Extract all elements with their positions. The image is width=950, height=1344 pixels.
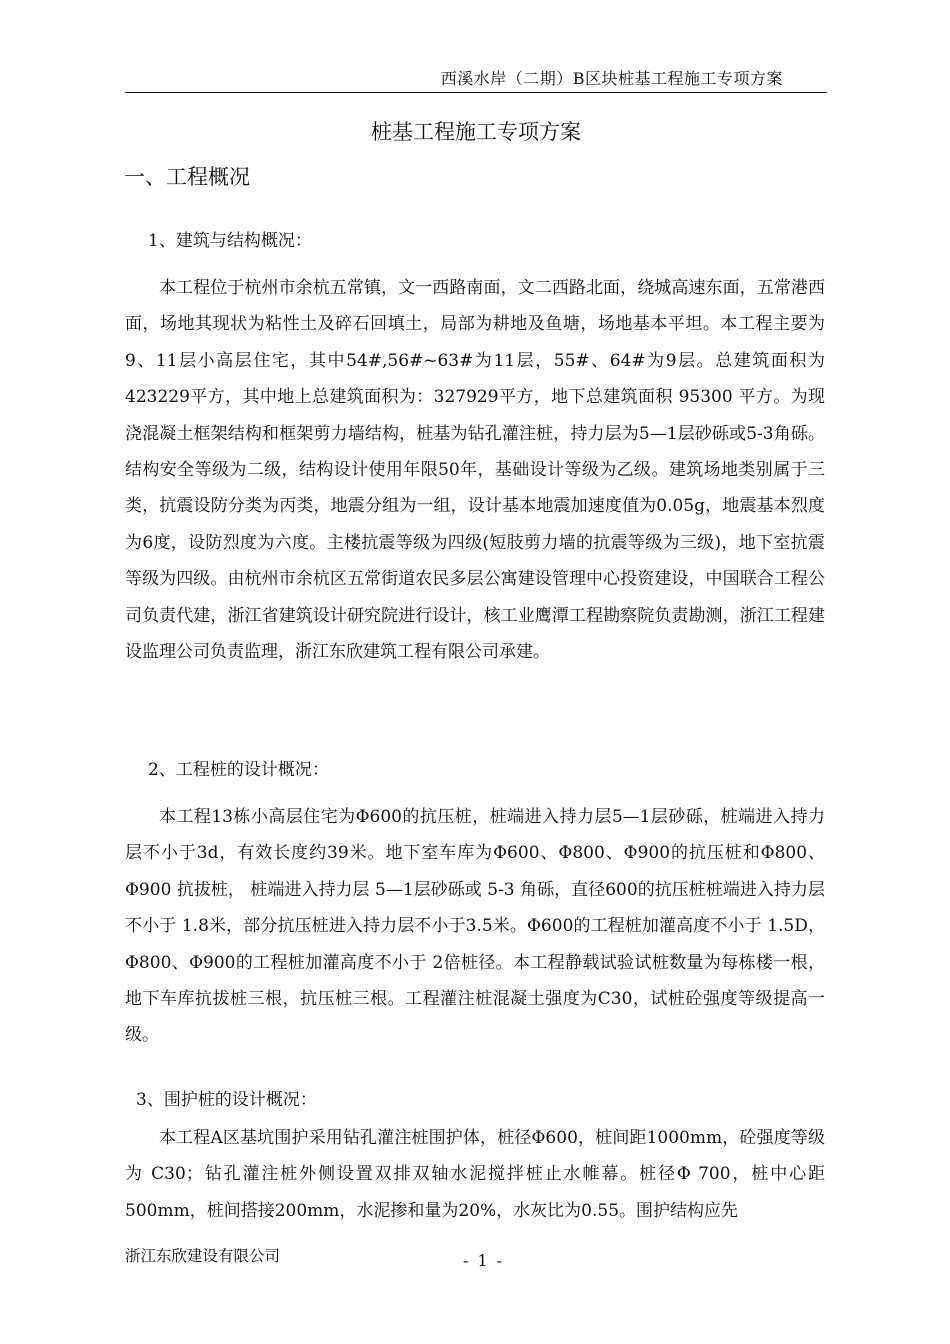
document-title: 桩基工程施工专项方案 <box>371 120 581 144</box>
footer-company: 浙江东欣建设有限公司 <box>125 1247 281 1265</box>
running-header: 西溪水岸（二期）B区块桩基工程施工专项方案 <box>440 69 783 88</box>
subsection-heading-structure: 1、建筑与结构概况： <box>148 231 312 251</box>
subsection-heading-engineering-piles: 2、工程桩的设计概况： <box>148 760 329 780</box>
page-number: - 1 - <box>463 1251 505 1270</box>
subsection-heading-retaining-piles: 3、围护桩的设计概况： <box>136 1090 317 1110</box>
paragraph-structure-overview: 本工程位于杭州市余杭五常镇，文一西路南面，文二西路北面，绕城高速东面，五常港西面，场地其现状为粘性土及碎石回填土，局部为耕地及鱼塘，场地基本平坦。本工程主要为9、11层小高层住宅，其中54#,56#~63#为11层，55#、64#为9层。总建筑面积为423229平方，其中地上总建筑面积为：327929平方，地下总建筑面积 95300 平方。为现浇混凝土框架结构和框架剪力墙结构，桩基为钻孔灌注桩，持力层为5—1层砂砾或5-3角砾。结构安全等级为二级，结构设计使用年限50年，基础设计等级为乙级。建筑场地类别属于三类，抗震设防分类为丙类，地震分组为一组，设计基本地震加速度值为0.05g，地震基本烈度为6度，设防烈度为六度。主楼抗震等级为四级(短肢剪力墙的抗震等级为三级)，地下室抗震等级为四级。由杭州市余杭区五常街道农民多层公寓建设管理中心投资建设，中国联合工程公司负责代建，浙江省建筑设计研究院进行设计，核工业鹰潭工程勘察院负责勘测，浙江工程建设监理公司负责监理，浙江东欣建筑工程有限公司承建。 <box>125 278 825 663</box>
paragraph-retaining-piles: 本工程A区基坑围护采用钻孔灌注桩围护体，桩径Φ600，桩间距1000mm，砼强度等级为 C30；钻孔灌注桩外侧设置双排双轴水泥搅拌桩止水帷幕。桩径Φ 700，桩中心距 500mm，桩间搭接200mm，水泥掺和量为20%，水灰比为0.55。围护结构应先 <box>125 1128 825 1221</box>
section-heading-overview: 一、工程概况 <box>124 165 250 189</box>
paragraph-engineering-piles: 本工程13栋小高层住宅为Φ600的抗压桩，桩端进入持力层5—1层砂砾，桩端进入持力层不小于3d，有效长度约39米。地下室车库为Φ600、Φ800、Φ900的抗压桩和Φ800、Φ900 抗拔桩， 桩端进入持力层 5—1层砂砾或 5-3 角砾，直径600的抗压桩桩端进入持力层不小于 1.8米，部分抗压桩进入持力层不小于3.5米。Φ600的工程桩加灌高度不小于 1.5D，Φ800、Φ900的工程桩加灌高度不小于 2倍桩径。本工程静载试验试桩数量为每栋楼一根，地下车库抗拔桩三根，抗压桩三根。工程灌注桩混凝土强度为C30，试桩砼强度等级提高一级。 <box>125 807 825 1046</box>
header-rule <box>125 92 827 93</box>
